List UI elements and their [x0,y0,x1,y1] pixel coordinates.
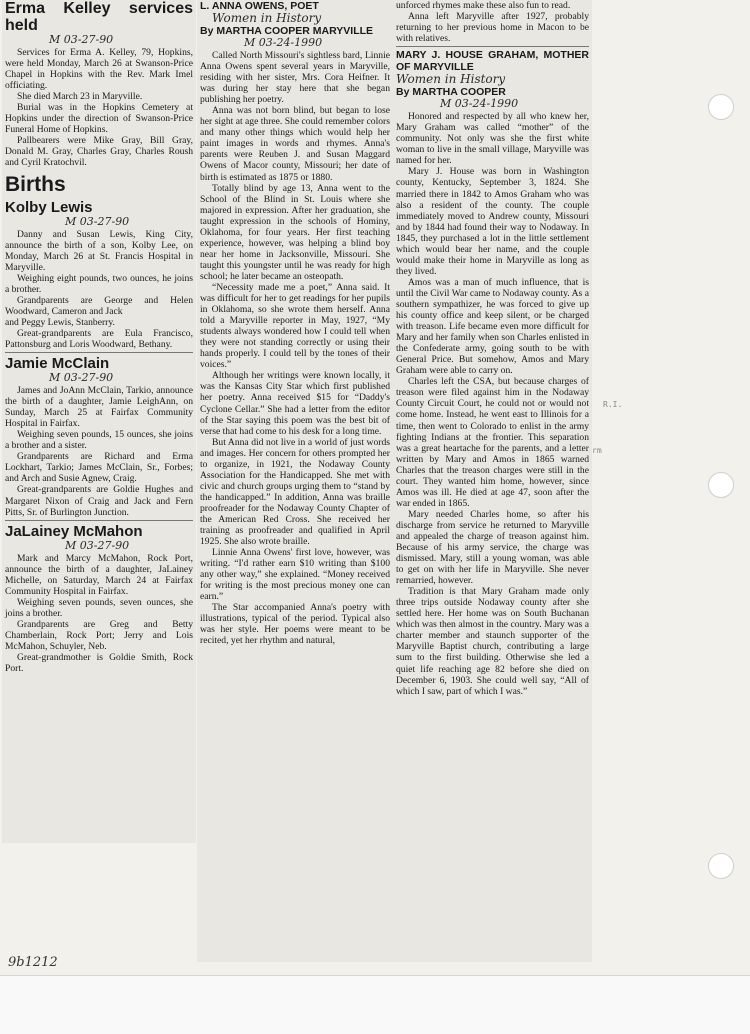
owens-paragraph: Although her writings were known locally, it was the Kansas City Star which first published her poetry. Anna received $15 for “Daddy's Cyclone Cellar.” She had a letter from the editor of the Star saying this poem was the best bit of verse that had come to his desk for a long time. [200,370,390,437]
mcmahon-paragraph: Mark and Marcy McMahon, Rock Port, announce the birth of a daughter, JaLainey Michelle, on Saturday, March 24 at Fairfax Community Hospital in Fairfax. [5,552,193,597]
lewis-paragraph: Danny and Susan Lewis, King City, announce the birth of a son, Kolby Lee, on Monday, March 26 at St. Francis Hospital in Maryville. [5,228,193,273]
clipping-kelley-births [2,0,196,843]
mcmahon-date-note: M 03-27-90 [65,538,130,552]
lewis-date-note: M 03-27-90 [65,214,130,228]
margin-note-rm: rm [592,446,602,455]
graham-paragraph: Charles left the CSA, but because charges of treason were filed against him in the Nodaway County Circuit Court, he could not or would not come home. Instead, he went east to Illinois for a time, then went to Colorado to enlist in the army fighting Indians at the frontier. This separation was a great heartache for the parents, and a letter written by Mary and Amos in 1865 warned Charles that the treason charges were still in the court. They wanted him home, however, since Amos was ill. He died at age 47, soon after the war ended in 1865. [396,376,589,509]
mcclain-paragraph: Grandparents are Richard and Erma Lockhart, Tarkio; James McClain, Sr., Forbes; and Arch and Susie Agnew, Craig. [5,451,193,485]
owens-paragraph: Linnie Anna Owens' first love, however, was writing. “I'd rather earn $10 writing than $100 any other way,” she explained. “Money received for writing is the most precious money one can earn.” [200,547,390,603]
kelley-paragraph: Pallbearers were Mike Gray, Bill Gray, Donald M. Gray, Charles Gray, Charles Roush and Cyril Kratochvil. [5,135,193,169]
divider [5,352,193,353]
kelley-headline: Erma Kelley services held [5,0,193,34]
kelley-paragraph: Burial was in the Hopkins Cemetery at Hopkins under the direction of Swanson-Price Funeral Home of Hopkins. [5,102,193,136]
graham-paragraph: Mary needed Charles home, so after his discharge from service he returned to Maryville and appealed the charge of treason against him. Because of his army service, the charge was dismissed. Mary, still a young woman, was able to get on with her life in Maryville. She never remarried, however. [396,508,589,587]
owens-paragraph: Called North Missouri's sightless bard, Linnie Anna Owens spent several years in Maryville, residing with her sister, Mrs. Cora Heifner. It was during her stay here that she began publishing her poetry. [200,50,390,106]
owens-paragraph: The Star accompanied Anna's poetry with illustrations, typical of the period. Typical also was her style. Her poems were meant to be recited, yet her rhythm and natural, [200,602,390,647]
births-heading: Births [5,172,66,196]
punch-hole-top [708,94,734,120]
graham-date-note: M 03-24-1990 [440,97,519,111]
graham-series-note: Women in History [396,72,506,87]
mcmahon-name: JaLainey McMahon [5,522,143,540]
graham-paragraph: Mary J. House was born in Washington county, Kentucky, September 3, 1824. She married there in 1842 to Amos Graham who was also a resident of the county. The couple immediately moved to Andrew county, Missouri and by 1844 had found their way to Nodaway. In 1845, they purchased a lot in the little settlement which would bear her name, and the couple would make their home in Maryville as long as they lived. [396,166,589,277]
lewis-paragraph: and Peggy Lewis, Stanberry. [5,316,115,328]
graham-paragraph: Amos was a man of much influence, that is until the Civil War came to Nodaway county. As a southern sympathizer, he was forced to give up his county office and keep silent, or be charged with treason. Life became even more difficult for Mary and her family when son Charles enlisted in the Confederate army, going south to be with General Price. But somehow, Amos and Mary Graham were able to carry on. [396,276,589,377]
mcclain-name: Jamie McClain [5,355,110,373]
clipping-mary-graham [393,0,592,962]
corner-id-note: 9b1212 [8,955,58,970]
mcclain-paragraph: Weighing seven pounds, 15 ounces, she joins a brother and a sister. [5,429,193,452]
owens-paragraph: But Anna did not live in a world of just words and images. Her concern for others prompted her to organize, in 1921, the Nodaway County Association for the Handicapped. She met with civic and church groups urging them to “stand by the handicapped.” In addition, Anna was braille proofreader for the Nodaway County Chapter of the American Red Cross. She received her training as proofreader and qualified in April 1925. She also wrote braille. [200,436,390,548]
owens-paragraph: “Necessity made me a poet,” Anna said. It was difficult for her to get readings for her pupils in Oklahoma, so she wrote them herself. Anna told a Maryville reporter in May, 1927, “My students always wondered how I could tell when they were not standing correctly or using their hands properly. I could tell by the tones of their voices.” [200,281,390,371]
punch-hole-bottom [708,853,734,879]
owens-title: L. ANNA OWENS, POET [200,0,319,12]
lewis-paragraph: Weighing eight pounds, two ounces, he joins a brother. [5,272,193,295]
graham-byline: By MARTHA COOPER [396,86,506,99]
owens-paragraph: Anna was not born blind, but began to lose her sight at age three. She could remember colors and many other things which would help her paint images in words and rhymes. Anna's parents were Reuben J. and Susan Maggard Owens of Macor county, Missouri; her date of birth is estimated as 1875 or 1880. [200,105,390,183]
mcclain-date-note: M 03-27-90 [49,371,114,385]
mcclain-paragraph: James and JoAnn McClain, Tarkio, announce the birth of a daughter, Jamie LeighAnn, on Sunday, March 25 at Fairfax Community Hospital in Fairfax. [5,385,193,430]
graham-paragraph: Tradition is that Mary Graham made only three trips outside Nodaway county after she settled here. Her home was on South Buchanan which was then almost in the country. Mary was a charter member and staunch supporter of the Maryville Baptist church, contributing a large sum to the first building. Otherwise she led a quiet life reaching age 82 before she died on December 6, 1903. She could well say, “All of which I saw, part of which I was.” [396,586,589,697]
scan-bottom-strip [0,975,750,1034]
owens-series-note: Women in History [212,11,322,25]
punch-hole-middle [708,472,734,498]
kelley-date-note: M 03-27-90 [49,33,114,46]
graham-paragraph: Honored and respected by all who knew her, Mary Graham was called “mother” of the community. Not only was she the first white woman to live in the small village, Maryville was named for her. [396,111,589,167]
graham-title: MARY J. HOUSE GRAHAM, MOTHER OF MARYVILLE [396,49,589,74]
mcclain-paragraph: Great-grandparents are Goldie Hughes and Margaret Nixon of Craig and Jack and Fern Pitts, Sr. of Burlington Junction. [5,484,193,518]
mcmahon-paragraph: Great-grandmother is Goldie Smith, Rock Port. [5,652,193,675]
lewis-paragraph: Grandparents are George and Helen Woodward, Cameron and Jack [5,294,193,317]
kelley-paragraph: She died March 23 in Maryville. [17,91,143,103]
divider [5,520,193,521]
owens-continued-paragraph: unforced rhymes make these also fun to read. [396,0,571,11]
lewis-paragraph: Great-grandparents are Eula Francisco, Pattonsburg and Loris Woodward, Bethany. [5,327,193,350]
owens-byline: By MARTHA COOPER MARYVILLE [200,25,374,37]
margin-note-ri: R.I. [603,400,623,409]
divider [396,46,589,47]
owens-paragraph: Totally blind by age 13, Anna went to the School of the Blind in St. Louis where she majored in expression. After her graduation, she taught expression in the schools of Hominy, Oklahoma, for four years. Her first teaching experience, however, was helping a blind boy near her home in Jacksonville, Missouri. She taught this youngster until he was ready for high school; he later became an osteopath. [200,182,390,282]
mcmahon-paragraph: Weighing seven pounds, seven ounces, she joins a brother. [5,596,193,619]
lewis-name: Kolby Lewis [5,198,93,216]
clipping-anna-owens [197,0,393,962]
mcmahon-paragraph: Grandparents are Greg and Betty Chamberlain, Rock Port; Jerry and Lois McMahon, Schuyler, Neb. [5,618,193,652]
owens-date-note: M 03-24-1990 [244,36,323,49]
kelley-paragraph: Services for Erma A. Kelley, 79, Hopkins, were held Monday, March 26 at Swanson-Price Chapel in Hopkins with the Rev. Mark Imel officiating. [5,47,193,92]
owens-continued-paragraph: Anna left Maryville after 1927, probably returning to her previous home in Macon to be with relatives. [396,11,589,45]
